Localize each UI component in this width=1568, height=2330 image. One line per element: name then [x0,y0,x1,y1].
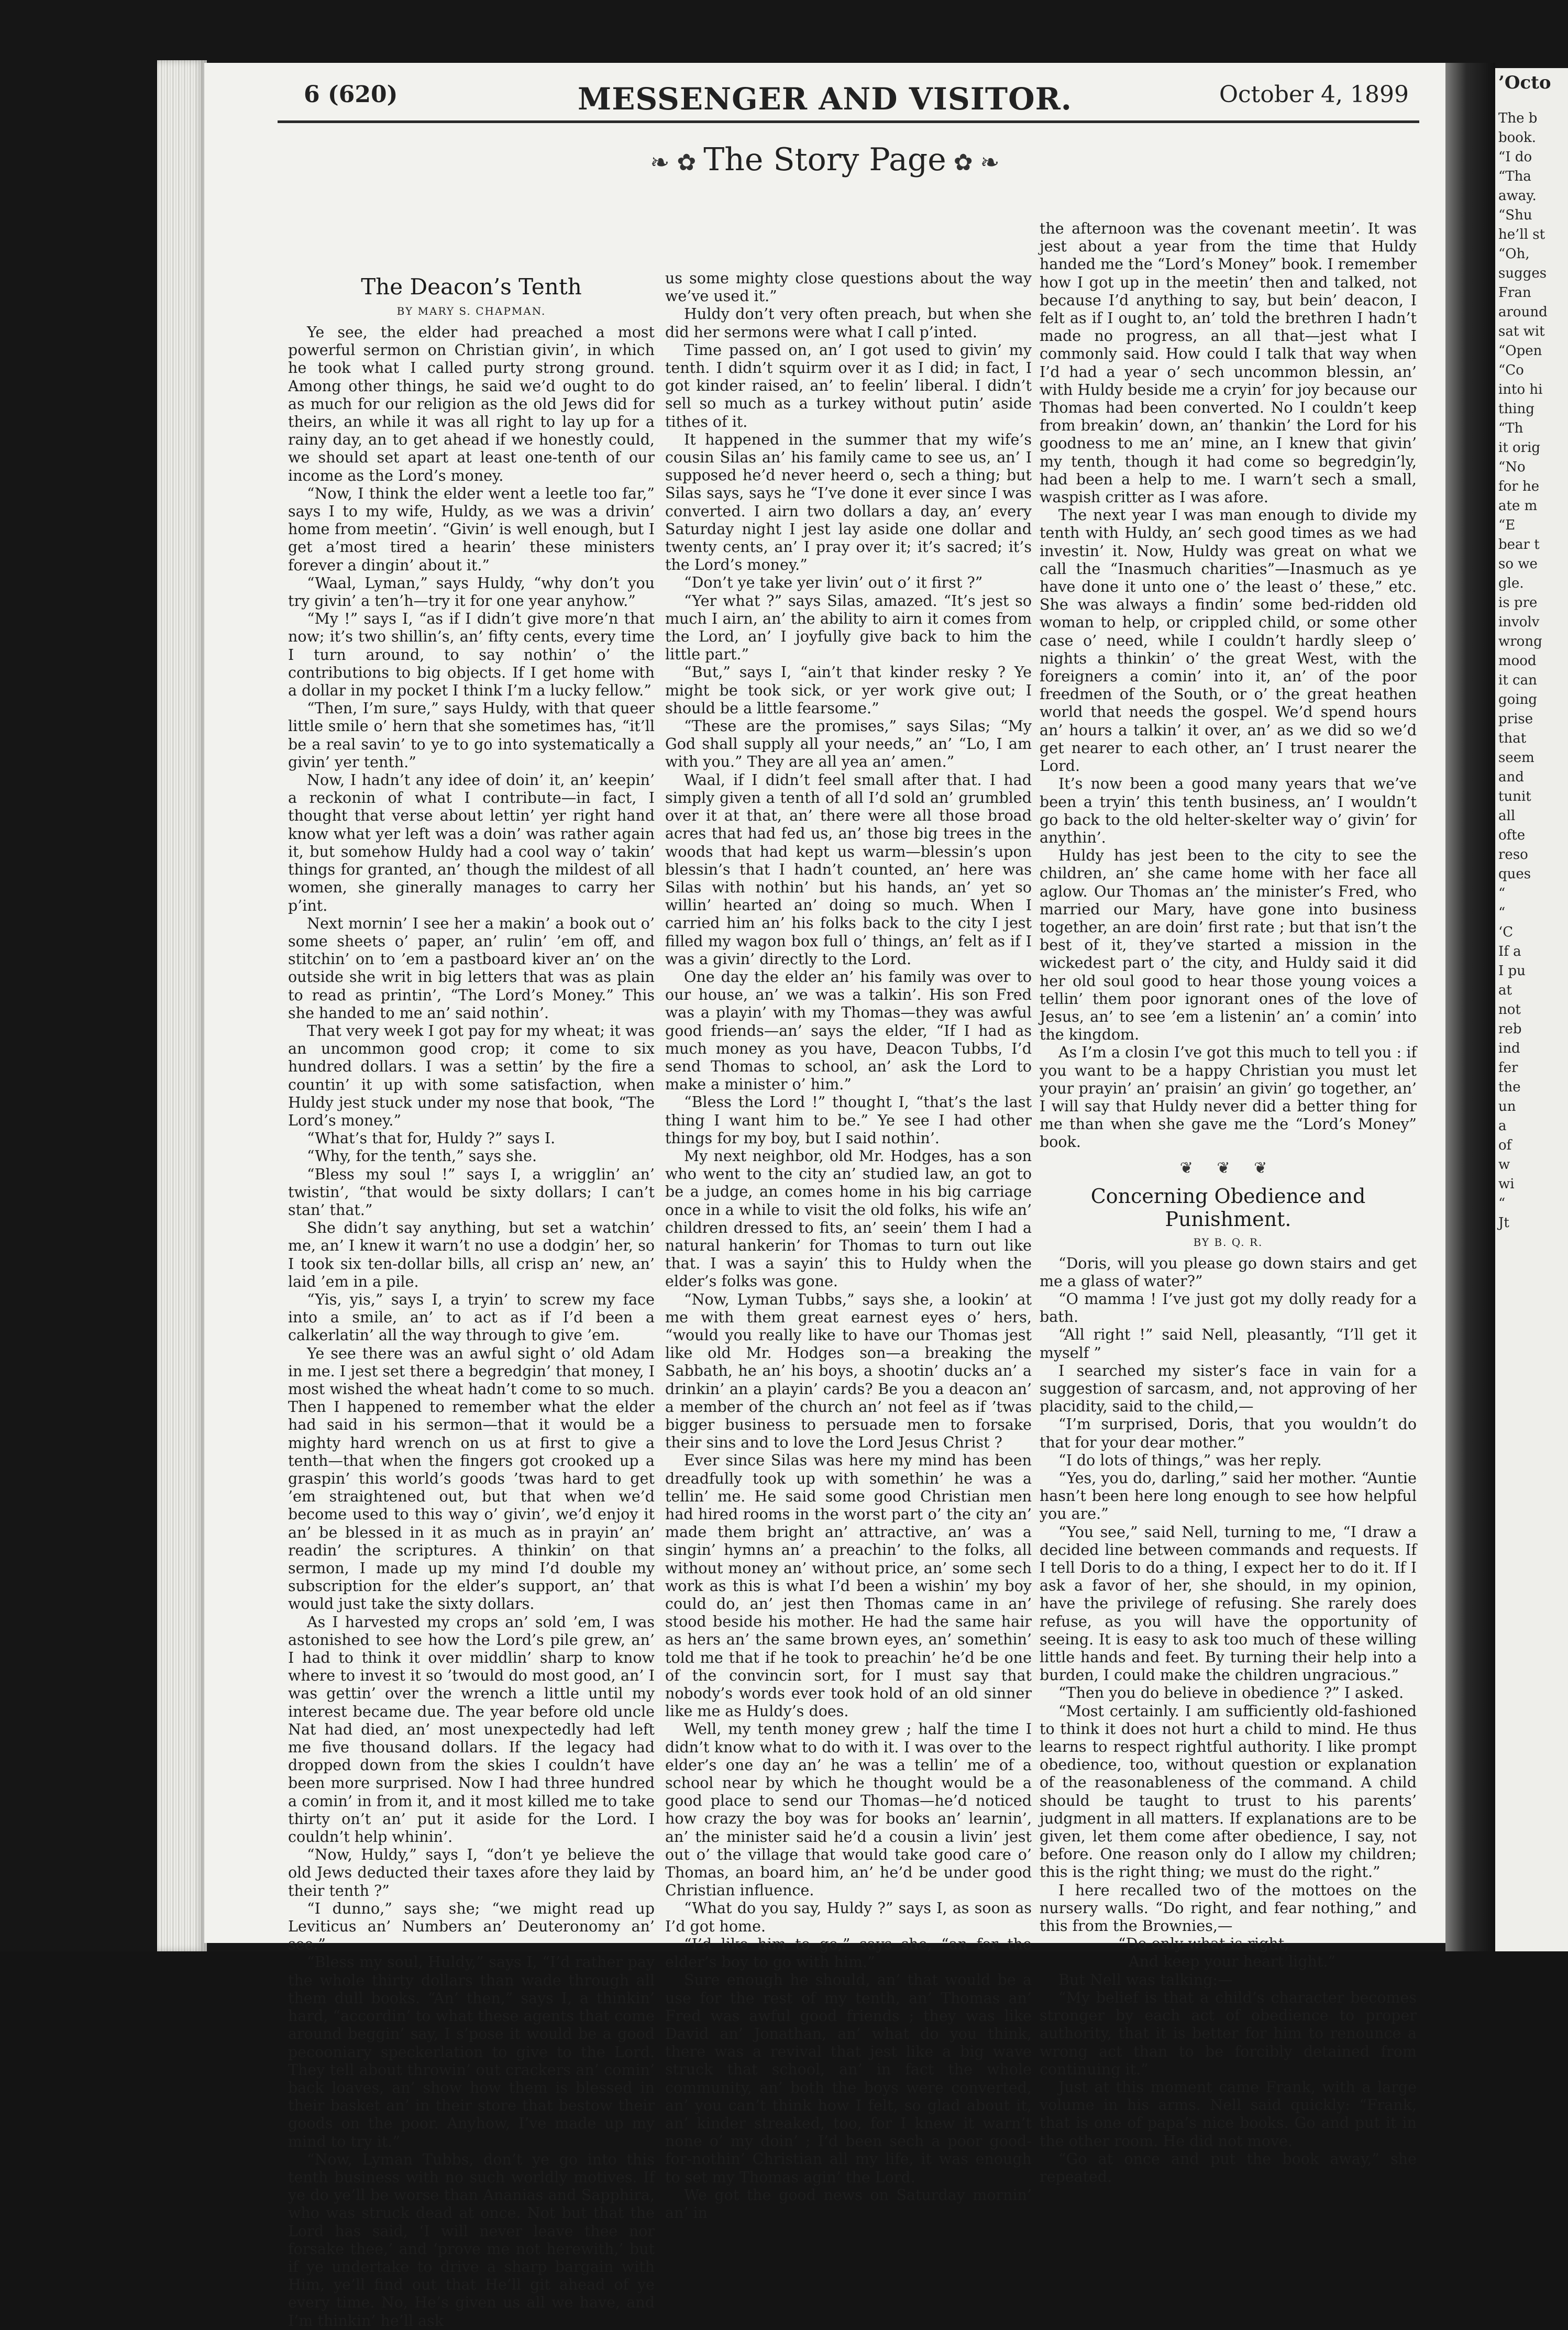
facing-page-line: ofte [1498,827,1526,843]
facing-page-line: into hi [1498,382,1543,397]
story-paragraph: But Nell was talking:— [1058,1971,1233,1989]
story-paragraph: Well, my tenth money grew ; half the time I didn’t know what to do with it. I was over to the elder’s one day an’ he was a tellin’ me of a school near by which he thought would be a good place to send our Thomas—he’d noticed how crazy the boy was for books an’ learnin’, an’ the minister said he’d a cousin a livin’ jest out o’ the village that would take good care o’ Thomas, an board him, an’ he’d be under good Christian influence. [665,1720,1032,1900]
verse-line: “Do only what is right, [1118,1935,1289,1953]
column-2 [665,270,1032,2222]
facing-page-line: a [1498,1118,1507,1134]
story-paragraph: “Yer what ?” says Silas, amazed. “It’s jest so much I airn, an’ the ability to airn it comes from the Lord, an’ I joyfully give back to him the little part.” [665,592,1032,664]
column-1 [288,270,655,2329]
facing-page-fragment [1495,68,1568,1951]
facing-page-line: The b [1498,111,1538,126]
story-paragraph: She didn’t say anything, but set a watchin’ me, an’ I knew it warn’t no use a dodgin’ her, so I took six ten-dollar bills, all crisp an’ new, an’ laid ’em in a pile. [288,1219,655,1290]
facing-page-line: “ [1498,1196,1506,1211]
story-paragraph: “Doris, will you please go down stairs and get me a glass of water?” [1040,1254,1417,1290]
story-paragraph: “My !” says I, “as if I didn’t give more’n that now; it’s two shillin’s, an’ fifty cents, every time I turn around, to say nothin’ o’ the contributions to big objects. If I get home with a dollar in my pocket I think I’m a lucky fellow.” [288,610,655,700]
motto-verse [1040,1935,1417,1971]
facing-page-line: gle. [1498,576,1524,591]
facing-page-line: “Tha [1498,169,1531,184]
facing-page-line: it orig [1498,440,1541,456]
story-paragraph: Huldy has jest been to the city to see the children, an’ she came home with her face all aglow. Our Thomas an’ the minister’s Fred, who married our Mary, have gone into business together, an are doin’ first rate ; but that isn’t the best of it, they’ve started a mission in the wickedest part o’ the city, and Huldy said it did her old soul good to hear those young voices a tellin’ them poor ignorant ones of the love of Jesus, an’ to see ’em a listenin’ an’ a comin’ into the kingdom. [1040,847,1417,1044]
ornament-left-icon: ❧ ✿ [650,149,697,176]
facing-page-line: un [1498,1099,1516,1114]
story-paragraph: the afternoon was the covenant meetin’. It was jest about a year from the time that Huldy handed me the “Lord’s Money” book. I remember how I got up in the meetin’ then and talked, not because I’d anything to say, but bein’ deacon, I felt as if I ought to, an’ told the brethren I hadn’t made no progress, an all that—jest what I commonly said. How could I talk that way when I’d had a year o’ sech uncommon blessin, an’ with Huldy beside me a cryin’ for joy because our Thomas had been converted. No I couldn’t keep from breakin’ down, an’ thankin’ the Lord for his goodness to me an’ mine, an I knew that givin’ my tenth, though it had come so begredgin’ly, had been a help to me. I warn’t sech a small, waspish critter as I was afore. [1040,220,1417,506]
second-story-byline: BY B. Q. R. [1193,1235,1263,1249]
facing-page-line: for he [1498,479,1540,494]
facing-page-line: “Open [1498,343,1542,359]
facing-page-line: book. [1498,130,1536,146]
story-paragraph: “Yes, you do, darling,” said her mother. “Auntie hasn’t been here long enough to see how helpful you are.” [1040,1470,1417,1523]
issue-date: October 4, 1899 [1219,81,1409,108]
section-title-text: The Story Page [703,141,946,178]
facing-page-line: he’ll st [1498,227,1545,242]
story-paragraph: “What do you say, Huldy ?” says I, as soon as I’d got home. [665,1900,1032,1935]
facing-page-line: ind [1498,1041,1520,1056]
facing-page-line: it can [1498,672,1537,688]
facing-page-line: “Co [1498,362,1524,378]
facing-page-line: seem [1498,750,1534,766]
story-paragraph: “My belief is that a child’s character becomes stronger by each act of obedience to proper authority, that it is better for him to renounce a wrong act than to be forcibly detained from continuing it.” [1040,1989,1417,2078]
story-paragraph: “O mamma ! I’ve just got my dolly ready for a bath. [1040,1290,1417,1326]
story-paragraph: “Then, I’m sure,” says Huldy, with that queer little smile o’ hern that she sometimes has, “it’ll be a real savin’ to ye to go into systematically a givin’ yer tenth.” [288,700,655,771]
column-1-body [288,324,655,2330]
story-paragraph: It happened in the summer that my wife’s cousin Silas an’ his family came to see us, an’ I supposed he’d never heerd o, sech a thing; but Silas says, says he “I’ve done it ever since I was converted. I airn two dollars a day, an’ every Saturday night I jest lay aside one dollar and twenty cents, an’ I pray over it; it’s sacred; it’s the Lord’s money.” [665,430,1032,574]
facing-page-line: away. [1498,188,1537,204]
story-paragraph: “Bless my soul, Huldy,” says I, “I’d rather pay the whole thirty dollars than wade through all them dull books. “An’ then,” says I, a thinkin’ hard, “accordin’ to what these agents that come around beggin’ say, I s’pose it would be a good pecooniary speckerlation to give to the Lord. They tell about throwin’ out crackers an’ comin’ back loaves, an’ show how them is blessed in their basket an’ in their store that bestow their goods on the poor. Anyhow, I’ve made up my mind to try it.” [288,1953,655,2150]
story-paragraph: Ye see there was an awful sight o’ old Adam in me. I jest set there a begredgin’ that money, I most wished the wheat hadn’t come to so much. Then I happened to remember what the elder had said in his sermon—that it would be a mighty hard wrench on us at first to give a tenth—that when the fingers got crooked up a graspin’ this world’s goods ’twas hard to get ’em straightened out, but that when we’d become used to this way o’ givin’, we’d enjoy it an’ be blessed in it as much as in prayin’ an’ readin’ the scriptures. A thinkin’ on that sermon, I made up my mind I’d double my subscription for the elder’s support, an’ that would just take the sixty dollars. [288,1344,655,1613]
ornament-right-icon: ✿ ❧ [953,149,1000,176]
section-divider-icon: ❦ ❦ ❦ [1179,1158,1277,1177]
facing-page-line: ques [1498,866,1531,882]
facing-page-line: I pu [1498,963,1526,979]
story-paragraph: “Yis, yis,” says I, a tryin’ to screw my face into a smile, an’ to act as if I’d been a calkerlatin’ all the way through to give ’em. [288,1290,655,1344]
story-paragraph: The next year I was man enough to divide my tenth with Huldy, an’ sech good times as we had investin’ it. Now, Huldy was great on what we call the “Inasmuch charities”—Inasmuch as ye have done it unto one o’ the least o’ these,” etc. She was always a findin’ some bed-ridden old woman to help, or crippled child, or some other case o’ need, while I couldn’t hardly sleep o’ nights a thinkin’ o’ the great West, with the foreigners a comin’ into it, an’ of the poor freedmen of the South, or o’ the great heathen world that needs the gospel. We’d spend hours an’ hours a talkin’ it over, an’ as we did so we’d get nearer to each other, an’ I trust nearer the Lord. [1040,506,1417,775]
facing-page-line: involv [1498,614,1540,630]
facing-page-line: around [1498,304,1548,320]
facing-page-line: reso [1498,847,1528,863]
facing-page-line: ate m [1498,498,1538,514]
facing-page-line: “E [1498,517,1516,533]
book-gutter [1445,63,1495,1951]
facing-page-line: of [1498,1138,1512,1153]
facing-page-line: mood [1498,653,1537,669]
story-paragraph: “Don’t ye take yer livin’ out o’ it first ?” [684,574,983,592]
column-3-body [1040,220,1417,1152]
header-rule [278,120,1419,123]
facing-page-text [1495,109,1568,1233]
facing-page-line: bear t [1498,537,1540,553]
story-paragraph: I searched my sister’s face in vain for a suggestion of sarcasm, and, not approving of her placidity, said to the child,— [1040,1362,1417,1416]
story-paragraph: That very week I got pay for my wheat; it was an uncommon good crop; it come to six hundred dollars. I was a settin’ by the fire a countin’ it up with some satisfaction, when Huldy jest stuck under my nose that book, “The Lord’s money.” [288,1022,655,1129]
story-paragraph: “Now, Lyman Tubbs, don’t ye go into this tenth business with no such worldly motives. If ye do ye’ll be worse than Ananias and Sapphira, who was struck dead at once. Not but that the Lord has said, ‘I will never leave thee nor forsake thee,’ and ‘prove me not herewith,’ but if ye undertake to drive a sharp bargain with Him, ye’ll find out that He’ll git ahead of ye every time. No, He’s given us all we have, and I’m thinkin’ he’ll ask [288,2150,655,2329]
facing-page-line: “Th [1498,421,1523,436]
story-paragraph: Waal, if I didn’t feel small after that. I had simply given a tenth of all I’d sold an’ grumbled over it at that, an’ there were all those broad acres that had fed us, an’ those big trees in the woods that had kept us warm—blessin’s upon blessin’s that I hadn’t counted, an’ here was Silas with nothin’ but his hands, an’ yet so willin’ hearted an’ doing so much. When I carried him an’ his folks back to the city I jest filled my wagon box full o’ things, an’ felt as if I was a givin’ directly to the Lord. [665,771,1032,968]
facing-page-line: thing [1498,401,1534,417]
facing-page-line: tunit [1498,789,1531,804]
story-paragraph: “But,” says I, “ain’t that kinder resky ? Ye might be took sick, or yer work give out; I should be a little fearsome.” [665,664,1032,717]
story-paragraph: Sure enough he should, an’ that would be a use for the rest of my tenth, an’ Thomas an’ Fred was awful good friends ; they was like David an’ Jonathan, an’ what do you think, there was a revival that jest like a big wave struck that school, an’ in fact the whole community, an’ both the boys were converted, an’ you can’t think how I felt, so glad about it, an’ kinder streaked, too, for I knew it warn’t none o’ my doin’ ; I’d been sech a poor good-for-nothin’ Christian all my life, it was enough to set my Thomas agin’ the Lord. [665,1971,1032,2186]
facing-page-line: prise [1498,711,1533,727]
story-paragraph: Ever since Silas was here my mind has been dreadfully took up with somethin’ he was a tellin’ me. He said some good Christian men had hired rooms in the worst part o’ the city an’ made them bright an’ attractive, an’ was a singin’ hymns an’ a preachin’ to the folks, all without money an’ without price, an’ some sech work as this is what I’d been a wishin’ my boy could do, an’ jest then Thomas came in an’ stood beside his mother. He had the same hair as hers an’ the same brown eyes, an’ somethin’ told me that if he took to preachin’ he’d be one of the convincin sort, for I must say that nobody’s words ever took hold of an old sinner like me as Huldy’s does. [665,1452,1032,1720]
facing-page-line: going [1498,692,1538,708]
facing-page-line: “Oh, [1498,246,1530,262]
facing-page-line: “No [1498,459,1526,475]
facing-page-line: the [1498,1079,1521,1095]
section-title [204,141,1445,178]
facing-page-line: wi [1498,1176,1515,1192]
facing-page-line: fer [1498,1060,1518,1076]
facing-page-line: at [1498,982,1512,998]
facing-page-header: ’Octo [1498,72,1551,93]
story-paragraph: “I do lots of things,” was her reply. [1058,1451,1322,1469]
newspaper-title: MESSENGER AND VISITOR. [578,81,1072,117]
facing-page-line: “ [1498,886,1506,901]
newspaper-page [204,63,1445,2329]
story-paragraph: “You see,” said Nell, turning to me, “I draw a decided line between commands and requests. If I tell Doris to do a thing, I expect her to do it. If I ask a favor of her, she should, in my opinion, have the privilege of refusing. She rarely does refuse, as you will have the opportunity of seeing. It is easy to ask too much of these willing little hands and feet. By turning their help into a burden, I could make the children ungracious.” [1040,1523,1417,1684]
story-paragraph: It’s now been a good many years that we’ve been a tryin’ this tenth business, an’ I wouldn’t go back to the old helter-skelter way o’ givin’ for anythin’. [1040,775,1417,846]
book-page-edges [157,60,207,1951]
facing-page-line: that [1498,731,1527,746]
facing-page-line: reb [1498,1021,1522,1037]
page-number: 6 (620) [304,81,398,108]
story-paragraph: As I harvested my crops an’ sold ’em, I was astonished to see how the Lord’s pile grew, an’ I had to think it over middlin’ sharp to know where to invest it so ’twould do most good, an’ I was gettin’ over the wrench a little until my interest became due. The year before old uncle Nat had died, an’ most unexpectedly had left me five thousand dollars. If the legacy had dropped down from the skies I couldn’t have been more surprised. Now I had three hundred a comin’ in from it, and it most killed me to take thirty on’t an’ put it aside for the Lord. I couldn’t help whinin’. [288,1613,655,1846]
facing-page-line: sugges [1498,266,1547,281]
story-paragraph: Next mornin’ I see her a makin’ a book out o’ some sheets o’ paper, an’ rulin’ ’em off, and stitchin’ on to ’em a pastboard kiver an’ on the outside she writ in big letters that was as plain to read as printin’, “The Lord’s Money.” This she handed to me an’ said nothin’. [288,914,655,1022]
story-paragraph: “These are the promises,” says Silas; “My God shall supply all your needs,” an’ “Lo, I am with you.” They are all yea an’ amen.” [665,717,1032,771]
story-paragraph: “Then you do believe in obedience ?” I asked. [1058,1684,1404,1702]
story-paragraph: “Now, Lyman Tubbs,” says she, a lookin’ at me with them great earnest eyes o’ hers, “would you really like to have our Thomas jest like old Mr. Hodges son—a breaking the Sabbath, he an’ his boys, a shootin’ ducks an’ a drinkin’ an a playin’ cards? Be you a deacon an’ a member of the church an’ not feel as if ’twas bigger business to persuade men to forsake their sins and to love the Lord Jesus Christ ? [665,1290,1032,1452]
facing-page-line: ‘C [1498,924,1514,940]
story-paragraph: “Most certainly. I am sufficiently old-fashioned to think it does not hurt a child to mind. He thus learns to respect rightful authority. I like prompt obedience, too, without question or explanation of the reasonableness of the command. A child should be taught to trust to his parents’ judgment in all matters. If explanations are to be given, let them come after obedience, I say, not before. One reason only do I allow my children; this is the right thing; we must do the right.” [1040,1702,1417,1881]
story-paragraph: I here recalled two of the mottoes on the nursery walls. “Do right, and fear nothing,” and this from the Brownies,— [1040,1881,1417,1935]
story-title: The Deacon’s Tenth [361,274,582,300]
story-paragraph: “Why, for the tenth,” says she. [307,1147,537,1165]
verse-line: And keep your heart light.” [1129,1953,1336,1971]
facing-page-line: “I do [1498,149,1532,165]
facing-page-line: “Shu [1498,207,1532,223]
story-paragraph: Huldy don’t very often preach, but when she did her sermons were what I call p’inted. [665,305,1032,341]
column-2-body [665,270,1032,2222]
second-story-body-continued [1040,1971,1417,2186]
second-story-title: Concerning Obedience and Punishment. [1090,1184,1366,1231]
story-paragraph: “Bless the Lord !” thought I, “that’s the last thing I want him to be.” Ye see I had other things for my boy, but I said nothin’. [665,1094,1032,1147]
facing-page-line: is pre [1498,595,1538,611]
story-paragraph: us some mighty close questions about the way we’ve used it.” [665,270,1032,305]
story-paragraph: “Go at once and put the book away,” she repeated. [1040,2150,1417,2185]
facing-page-line: not [1498,1002,1521,1018]
story-paragraph: “I dunno,” says she; “we might read up Leviticus an’ Numbers an’ Deuteronomy an’ see.” [288,1900,655,1953]
facing-page-line: and [1498,769,1524,785]
story-paragraph: My next neighbor, old Mr. Hodges, has a son who went to the city an’ studied law, an got to be a judge, an comes home in his big carriage once in a while to visit the old folks, his wife an’ children dressed to fits, an’ seein’ them I had a natural hankerin’ for Thomas to turn out like that. I was a sayin’ this to Huldy when the elder’s folks was gone. [665,1147,1032,1290]
facing-page-line: Jt [1498,1215,1509,1231]
facing-page-line: “ [1498,905,1506,921]
facing-page-line: sat wit [1498,324,1545,339]
story-paragraph: “What’s that for, Huldy ?” says I. [307,1130,556,1147]
story-paragraph: “I’d like him to go,” says she, “an for the elder’s boy to go with him.” [665,1935,1032,1971]
story-paragraph: “Waal, Lyman,” says Huldy, “why don’t you try givin’ a ten’h—try it for one year anyhow.” [288,574,655,610]
facing-page-line: Fran [1498,285,1531,301]
column-3 [1040,220,1417,2185]
second-story-body [1040,1255,1417,1936]
story-paragraph: Ye see, the elder had preached a most powerful sermon on Christian givin’, in which he took what I called purty strong ground. Among other things, he said we’d ought to do as much for our religion as the old Jews did for theirs, an while it was all right to lay up for a rainy day, an to get ahead if we honestly could, we should set apart at least one-tenth of our income as the Lord’s money. [288,324,655,484]
facing-page-line: all [1498,808,1516,824]
story-paragraph: “I’m surprised, Doris, that you wouldn’t do that for your dear mother.” [1040,1416,1417,1451]
facing-page-line: If a [1498,944,1521,959]
facing-page-line: wrong [1498,634,1542,649]
story-paragraph: “Now, Huldy,” says I, “don’t ye believe the old Jews deducted their taxes afore they laid by their tenth ?” [288,1846,655,1900]
story-byline: BY MARY S. CHAPMAN. [396,305,546,317]
facing-page-line: w [1498,1157,1510,1173]
story-paragraph: We got the good news on Saturday mornin’ an’ in [665,2186,1032,2222]
story-paragraph: As I’m a closin I’ve got this much to tell you : if you want to be a happy Christian you must let your prayin’ an’ praisin’ an givin’ go together, an’ I will say that Huldy never did a better thing for me than when she gave me the “Lord’s Money” book. [1040,1044,1417,1151]
facing-page-line: so we [1498,556,1538,572]
story-paragraph: Time passed on, an’ I got used to givin’ my tenth. I didn’t squirm over it as I did; in fact, I got kinder raised, an’ to feelin’ liberal. I didn’t sell so much as a turkey without putin’ aside tithes of it. [665,341,1032,430]
story-paragraph: One day the elder an’ his family was over to our house, an’ we was a talkin’. His son Fred was a playin’ with my Thomas—they was awful good friends—an’ says the elder, “If I had as much money as you have, Deacon Tubbs, I’d send Thomas to school, an’ ask the Lord to make a minister o’ him.” [665,968,1032,1094]
story-paragraph: “Bless my soul !” says I, a wrigglin’ an’ twistin’, “that would be sixty dollars; I can’t stan’ that.” [288,1165,655,1219]
story-paragraph: “Now, I think the elder went a leetle too far,” says I to my wife, Huldy, as we was a drivin’ home from meetin’. “Givin’ is well enough, but I get a’most tired a hearin’ these ministers forever a dingin’ about it.” [288,484,655,574]
story-paragraph: Just at this moment came Frank, with a large volume in his arms. Nell said quickly: “Frank, that is one of papa’s nice books. Go and put it in the other room. He did not move. [1040,2078,1417,2150]
story-paragraph: Now, I hadn’t any idee of doin’ it, an’ keepin’ a reckonin of what I contribute—in fact, I thought that verse about lettin’ yer right hand know what yer left was a doin’ was rather again it, but somehow Huldy had a cool way o’ takin’ things for granted, an’ though the mildest of all women, she ginerally manages to carry her p’int. [288,771,655,914]
story-paragraph: “All right !” said Nell, pleasantly, “I’ll get it myself ” [1040,1326,1417,1362]
